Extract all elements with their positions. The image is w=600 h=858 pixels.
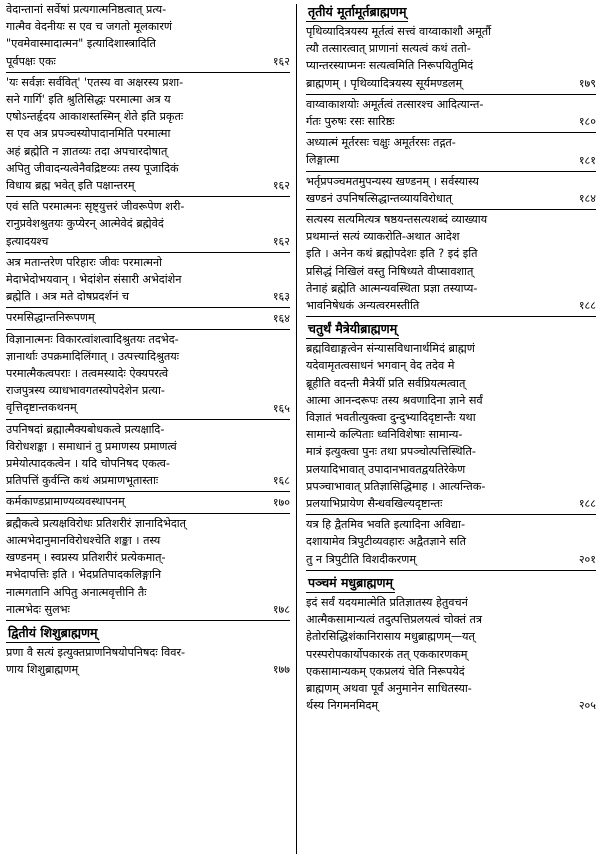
page-number: १६५ [272, 401, 290, 415]
entry-line: त्यौ तत्सारत्वात् प्राणानां सत्यत्वं कथं ततो- [306, 42, 471, 56]
page-number: १८४ [578, 192, 596, 206]
entry-text [306, 594, 596, 714]
entry-line: ब्रह्मेति । अत्र मते दोषप्रदर्शनं च [6, 290, 129, 304]
entry-line: "एवमेवास्मादात्मन" इत्यादिशास्त्रादिति [6, 37, 156, 51]
page-number: १६४ [272, 311, 290, 325]
entry-text [306, 211, 596, 314]
entry-text [306, 340, 596, 512]
left-column [6, 0, 290, 858]
entry-line: सने गार्गि' इति श्रुतिसिद्धः परमात्मा अत्र य [6, 93, 171, 107]
page-number: १६८ [272, 474, 290, 488]
index-entry [6, 621, 290, 680]
index-entry [306, 515, 596, 571]
page-number: १६३ [272, 290, 290, 304]
entry-line: राजपुत्रस्य व्याधभावगतस्योपदेशेन प्रत्या- [6, 384, 165, 398]
index-entry [306, 133, 596, 171]
entry-line: अध्यात्मं मूर्तरसः चक्षुः अमूर्तरसः तद्गत- [306, 136, 456, 150]
entry-text [6, 421, 290, 490]
entry-text [306, 516, 596, 568]
entry-line: र्गतः पुरुषः रसः सारिष्ठः [306, 115, 395, 129]
entry-line: वेदान्तानां सर्वेषां प्रत्यगात्मनिष्ठत्वात् प्रत्य- [6, 3, 167, 16]
entry-line: ब्राह्मणम् अथवा पूर्वं अनुमानेन साधितस्या- [306, 681, 472, 695]
entry-text [6, 1, 290, 70]
index-entry [6, 73, 290, 197]
entry-line: रानुप्रवेशश्रुतयः कुप्येरन् आत्मेवेदं ब्रह्मेवेदं [6, 217, 164, 231]
entry-line: ब्रह्मविद्याङ्गत्वेन संन्यासविधानार्थमिदं ब्राह्मणं [306, 342, 475, 356]
index-entry [6, 0, 290, 73]
entry-line: वृत्तिदृष्टान्तकथनम् [6, 401, 77, 415]
entry-line: 'यः सर्वज्ञः सर्ववित्' 'एतस्य वा अक्षरस्य प्रशा- [6, 75, 184, 89]
page-number: १६२ [272, 54, 290, 68]
entry-line: प्रलयाभिप्रायेण सैन्धवखिल्यदृष्टान्तः [306, 497, 443, 511]
entry-line: लिङ्गात्मा [306, 153, 340, 167]
section-heading: द्वितीयं शिशुब्राह्मणम् [6, 624, 100, 643]
entry-text [6, 198, 290, 250]
page-number: १६२ [272, 234, 290, 248]
entry-line: अपितु जीवादन्यत्वेनैवद्रिष्टव्यः तस्य पूजादिकं [6, 161, 179, 175]
index-entry [306, 571, 596, 716]
page-number: १८१ [578, 153, 596, 167]
entry-line: सामान्ये कल्पिताः ध्वनिविशेषाः सामान्य- [306, 428, 463, 442]
entry-line: आत्मा आनन्दरूपः तस्य श्रवणादिना ज्ञाने सर्वं [306, 393, 483, 407]
index-entry [6, 308, 290, 329]
entry-line: विज्ञानात्मनः विकारत्वांशत्वादिश्रुतयः तदभेद- [6, 332, 179, 346]
entry-line: मभेदापत्तिः इति । भेदप्रतिपादकलिङ्गानि [6, 568, 162, 582]
entry-line: सत्यस्य सत्यमित्यत्र षष्ठयन्तसत्यशब्दं व्याख्याय [306, 213, 488, 227]
entry-text [306, 134, 596, 168]
index-entry [306, 95, 596, 133]
entry-text [6, 493, 290, 510]
entry-line: णाय शिशुब्राह्मणम् [6, 663, 79, 677]
entry-line: ब्रह्मैकत्वे प्रत्यक्षविरोधः प्रतिशरीरं ज्ञानादिभेदात् [6, 516, 187, 530]
entry-text [6, 254, 290, 306]
entry-line: एवं सति परमात्मनः सृष्ट्युत्तरं जीवरूपेण शरी- [6, 200, 185, 214]
entry-line: प्रणा वै सत्यं इत्युक्तप्राणनिषयोपनिषदः विवर- [6, 645, 186, 659]
entry-line: परमसिद्धान्तनिरूपणम् [6, 311, 95, 325]
page-number: २०१ [578, 552, 596, 566]
entry-text [6, 331, 290, 417]
entry-line: प्रथमान्तं सत्यं व्याकरोति-अथात आदेश [306, 230, 460, 244]
index-entry [306, 317, 596, 515]
entry-line: र्थस्य निगमनमिदम् [306, 699, 379, 713]
entry-line: तेनाहं ब्रह्मेति आत्मन्यवस्थिता प्रज्ञा तस्याप्य- [306, 281, 478, 295]
entry-line: पृथिव्यादित्रयस्य मूर्तत्वं सत्त्वं वाय्वाकाशौ अमूर्तौ [306, 25, 492, 38]
entry-line: विरोधशङ्का । समाधानं तु प्रमाणस्य प्रमाणत्वं [6, 439, 177, 453]
entry-line: यत्र हि द्वैतमिव भवति इत्यादिना अविद्या- [306, 518, 465, 532]
index-entry [6, 197, 290, 253]
index-entry [306, 172, 596, 210]
entry-line: इति । अनेन कथं ब्रह्मोपदेशः इति ? इदं इति [306, 247, 478, 261]
entry-line: ब्रूहीति वदन्ती मैत्रेयीं प्रति सर्वप्रियत्मत्वात् [306, 376, 466, 390]
page-number: १६२ [272, 179, 290, 193]
entry-line: हेतोरसिद्धिशंकानिरासाय मधुब्राह्मणम्—यत् [306, 630, 475, 644]
entry-line: मात्रं इत्युक्त्वा पुनः तथा प्रपञ्चोत्पत्तिस्थिति- [306, 445, 476, 459]
entry-line: मेदाभेदोभयवान् । भेदांशेन संसारी अभेदांशेन [6, 273, 182, 287]
entry-line: नात्मभेदः सुलभः [6, 602, 70, 616]
entry-line: एकसामान्यकम् एकप्रलयं चेति निरूपयेदं [306, 664, 465, 678]
entry-line: परमात्मैकत्वपराः । तत्वमस्यादेः ऐक्यपरत्वे [6, 367, 169, 381]
entry-line: अत्र मतान्तरेण परिहारः जीवः परमात्मनो [6, 255, 163, 269]
entry-line: प्रसिद्धं निखिलं वस्तु निषिध्यते वीप्सावशात् [306, 264, 474, 278]
entry-line: खण्डनम् । स्वप्नस्य प्रतिशरीरं प्रत्येकमात्- [6, 551, 166, 565]
page-number: २०५ [578, 699, 596, 713]
entry-line: गात्मैव वेदनीयः स एव च जगतो मूलकारणं [6, 20, 172, 34]
entry-line: कर्मकाण्डप्रामाण्यव्यवस्थापनम् [6, 495, 125, 509]
page-number: १७० [272, 495, 290, 509]
right-column [306, 0, 596, 858]
entry-line: अहं ब्रह्मेति न ज्ञातव्यः तदा अपचारदोषात् [6, 144, 168, 158]
entry-line: आत्मभेदानुमानविरोधश्चेति शङ्का । तस्य [6, 533, 161, 547]
entry-text [306, 173, 596, 207]
entry-line: प्रपञ्चाभावात् प्रतिज्ञासिद्धिमाह । आत्यन्तिक- [306, 479, 486, 493]
page-number: १८० [578, 115, 596, 129]
page-number: १७८ [272, 602, 290, 616]
page-number: १७९ [578, 76, 596, 90]
section-heading: चतुर्थं मैत्रेयीब्राह्मणम् [306, 320, 399, 339]
entry-line: प्रमेयोत्पादकत्वेन । यदि चोपनिषद एकत्व- [6, 457, 170, 471]
index-entry [6, 514, 290, 621]
entry-line: नात्मगतानि अपितु अनात्मवृत्तीनि तैः [6, 585, 147, 599]
entry-text [306, 96, 596, 130]
entry-text [6, 74, 290, 194]
entry-line: एषोऽन्तर्हृदय आकाशस्तस्मिन् शेते इति प्रकृतः [6, 110, 184, 124]
index-entry [6, 492, 290, 513]
entry-line: आत्मैकसामान्यत्वं तदुत्पत्तिप्रलयत्वं चोक्तं तत्र [306, 613, 483, 627]
entry-line: विधाय ब्रह्म भवेत् इति पक्षान्तरम् [6, 179, 135, 193]
entry-line: खण्डनं उपनिषत्सिद्धान्तव्यायविरोधात् [306, 191, 453, 205]
entry-line: भावनिषेधकं अन्यत्वरमस्तीति [306, 299, 420, 313]
entry-line: स एव अत्र प्रपञ्चस्योपादानमिति परमात्मा [6, 127, 171, 141]
entry-line: दशायामेव त्रिपुटीव्यवहारः अद्वैतज्ञाने सति [306, 535, 467, 549]
page-number: १८८ [578, 299, 596, 313]
page-number: १७७ [272, 663, 290, 677]
entry-text [6, 644, 290, 678]
index-entry [6, 330, 290, 420]
entry-line: विज्ञातं भवतीत्युक्त्वा दुन्दुभ्यादिदृष्टान्तैः यथा [306, 411, 476, 425]
entry-line: इदं सर्वं यदयमात्मेति प्रतिज्ञातस्य हेतुवचनं [306, 595, 468, 609]
index-entry [6, 420, 290, 493]
entry-line: वाय्वाकाशयोः अमूर्तत्वं तत्सारश्च आदित्यान्त- [306, 97, 484, 111]
section-heading: पञ्चमं मधुब्राह्मणम् [306, 574, 395, 593]
column-divider [296, 4, 297, 854]
entry-line: ब्राह्मणम् । पृथिव्यादित्रयस्य सूर्यमण्डलम् [306, 76, 463, 90]
entry-line: पूर्वपक्षः एकः [6, 54, 56, 68]
page-number: १८८ [578, 497, 596, 511]
entry-line: प्रतिपत्तिं कुर्वन्ति कथं अप्रमाणभूतास्ताः [6, 474, 159, 488]
entry-line: प्यान्तरस्याप्मनः सत्यत्वमिति निरूपयितुमिदं [306, 59, 474, 73]
entry-line: ज्ञानार्थाः उपक्रमादिलिंगात् । उत्पत्त्यादिश्रुतयः [6, 349, 179, 363]
index-entry [306, 210, 596, 317]
entry-line: यदेवामृतत्वसाधनं भगवान् वेद तदेव मे [306, 359, 455, 373]
entry-text [6, 515, 290, 618]
entry-line: भर्तृप्रपञ्चमतमुपन्यस्य खण्डनम् । सर्वस्यास्य [306, 174, 479, 188]
entry-text [306, 23, 596, 92]
entry-line: परस्परोपकार्योपकारकं तत् एककारणकम् [306, 647, 468, 661]
entry-text [6, 309, 290, 326]
entry-line: उपनिषदां ब्रह्मात्मैक्यबोधकत्वे प्रत्यक्षादि- [6, 422, 165, 436]
index-entry [6, 253, 290, 309]
section-heading: तृतीयं मूर्तामूर्तब्राह्मणम् [306, 3, 408, 22]
entry-line: प्रलयादिभावात् उपादानभावतद्वयतिरेकेण [306, 462, 466, 476]
entry-line: तु न त्रिपुटीति विशदीकरणम् [306, 552, 417, 566]
index-entry [306, 0, 596, 95]
entry-line: इत्यादयश्च [6, 234, 49, 248]
